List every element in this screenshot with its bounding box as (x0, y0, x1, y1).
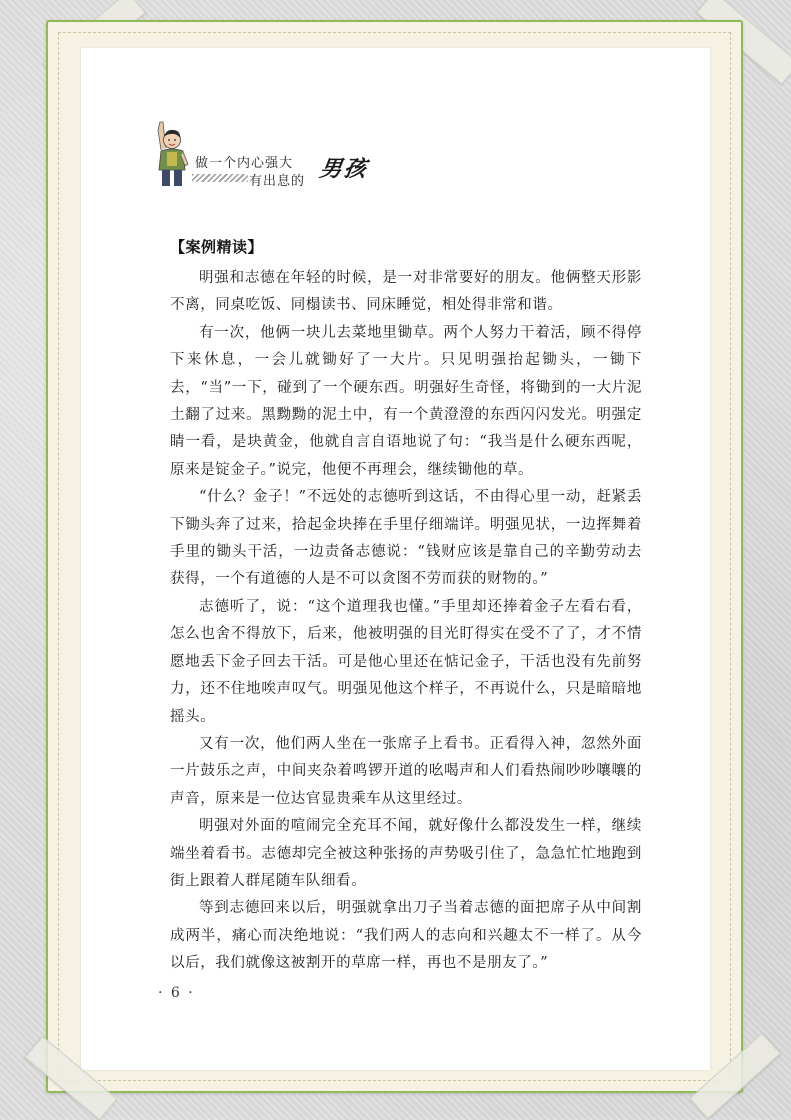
header-calligraphy: 男孩 (317, 156, 370, 182)
paragraph-3: “什么？金子！”不远处的志德听到这话，不由得心里一动，赶紧丢下锄头奔了过来，拾起金块捧在手里仔细端详。明强见状，一边挥舞着手里的锄头干活，一边责备志德说：“钱财应该是靠自己的辛勤劳动去获得，一个有道德的人是不可以贪图不劳而获的财物的。” (170, 489, 642, 588)
header-title-line2: 有出息的 (249, 174, 306, 189)
paragraph-1: 明强和志德在年轻的时候，是一对非常要好的朋友。他俩整天形影不离，同桌吃饭、同榻读书、同床睡觉，相处得非常和谐。 (170, 270, 642, 314)
paragraph-7: 等到志德回来以后，明强就拿出刀子当着志德的面把席子从中间割成两半，痛心而决绝地说：“我们两人的志向和兴趣太不一样了。从今以后，我们就像这被割开的草席一样，再也不是朋友了。” (170, 900, 642, 972)
boy-photo-icon (152, 120, 192, 188)
article-body (170, 236, 642, 978)
header-title-line1: 做一个内心强大 (195, 156, 294, 171)
header-stripe-decoration (192, 174, 248, 182)
paragraph-6: 明强对外面的喧闹完全充耳不闻，就好像什么都没发生一样，继续端坐着看书。志德却完全被这种张扬的声势吸引住了，急急忙忙地跑到街上跟着人群尾随车队细看。 (170, 818, 642, 889)
paragraph-4: 志德听了，说：“这个道理我也懂。”手里却还捧着金子左看右看，怎么也舍不得放下，后来，他被明强的目光盯得实在受不了了，才不情愿地丢下金子回去干活。可是他心里还在惦记金子，干活也没有先前努力，还不住地唉声叹气。明强见他这个样子，不再说什么，只是暗暗地摇头。 (170, 598, 642, 725)
book-header (152, 120, 412, 190)
paragraph-2: 有一次，他俩一块儿去菜地里锄草。两个人努力干着活，顾不得停下来休息，一会儿就锄好了一大片。只见明强抬起锄头，一锄下去，“当”一下，碰到了一个硬东西。明强好生奇怪，将锄到的一大片泥土翻了过来。黑黝黝的泥土中，有一个黄澄澄的东西闪闪发光。明强定睛一看，是块黄金，他就自言自语地说了句：“我当是什么硬东西呢，原来是锭金子。”说完，他便不再理会，继续锄他的草。 (170, 324, 642, 478)
page-number: · 6 · (158, 985, 195, 1001)
paragraph-5: 又有一次，他们两人坐在一张席子上看书。正看得入神，忽然外面一片鼓乐之声，中间夹杂着鸣锣开道的吆喝声和人们看热闹吵吵嚷嚷的声音，原来是一位达官显贵乘车从这里经过。 (170, 735, 642, 807)
section-title: 【案例精读】 (170, 238, 264, 256)
